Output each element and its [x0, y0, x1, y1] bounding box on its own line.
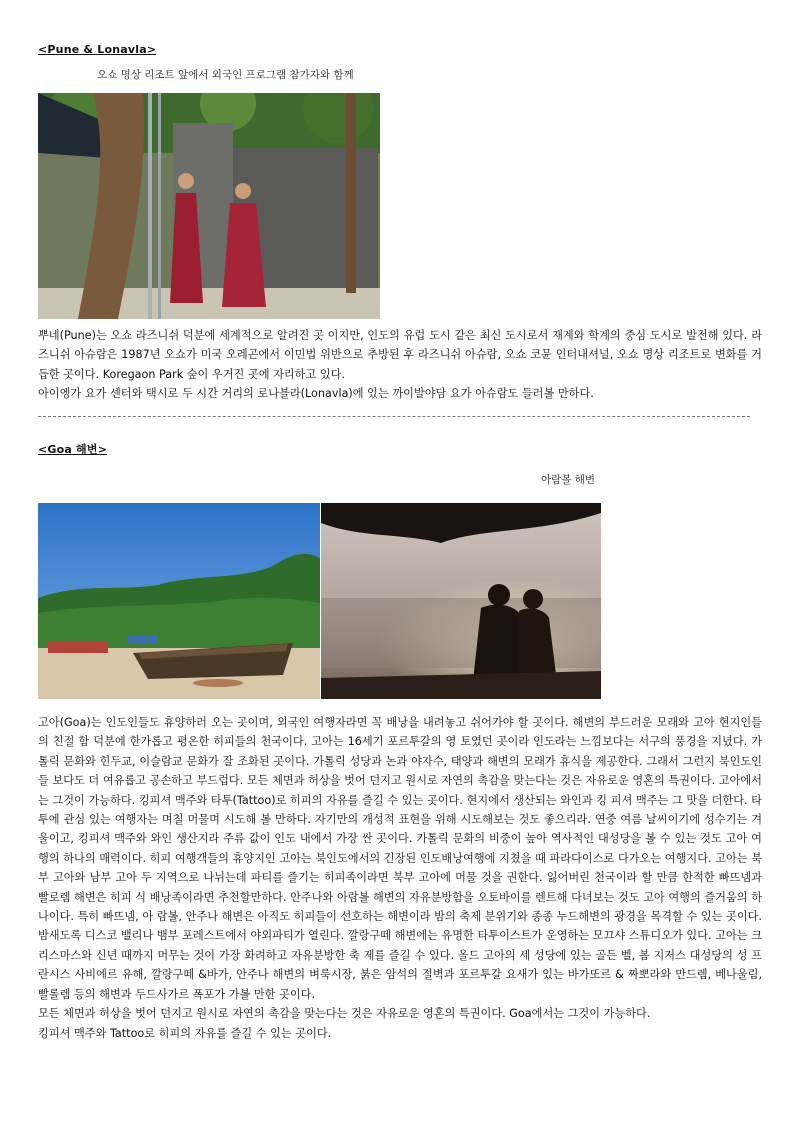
photo-caption-goa: 아람볼 해변 — [541, 474, 596, 486]
photo-caption-pune: 오쇼 명상 리조트 앞에서 외국인 프로그램 참가자와 함께 — [97, 69, 354, 81]
pune-paragraph — [38, 326, 762, 404]
goa-summary-line: 모든 체면과 허상을 벗어 던지고 원시로 자연의 촉감을 맞는다는 것은 자유로운 영혼의 특권이다. Goa에서는 그것이 가능하다. — [38, 1007, 651, 1021]
section-heading-goa: <Goa 해변> — [38, 443, 108, 456]
pune-paragraph-text: 뿌네(Pune)는 오쇼 라즈니쉬 덕분에 세계적으로 알려진 곳 이지만, 인도의 유럽 도시 같은 최신 도시로서 재계와 학계의 중심 도시로 발전해 있다. 라즈니쉬 아슈람은 1987년 오쇼가 미국 오레곤에서 이민법 위반으로 추방된 후 라즈니쉬 아슈람, 오쇼 코뮨 인터내셔널, 오쇼 명상 리조트로 변화를 거듭한 곳이다. Koregaon Park 숲이 우거진 곳에 자리하고 있다. — [38, 329, 762, 381]
photo-sunset-couple — [321, 503, 601, 699]
photo-beach-with-boat — [38, 503, 320, 699]
section-heading-pune: <Pune & Lonavla> — [38, 43, 157, 56]
goa-tattoo-line: 킹피셔 맥주와 Tattoo로 히피의 자유를 즐길 수 있는 곳이다. — [38, 1026, 332, 1040]
lonavla-paragraph-text: 아이엥가 요가 센터와 택시로 두 시간 거리의 로나블라(Lonavla)에 있는 까이발야담 요가 아슈람도 들러볼 만하다. — [38, 387, 594, 401]
section-divider — [38, 416, 750, 417]
photo-two-women-in-red-robes — [38, 93, 380, 319]
goa-paragraph — [38, 713, 762, 1043]
goa-paragraph-text: 고아(Goa)는 인도인들도 휴양하러 오는 곳이며, 외국인 여행자라면 꼭 배낭을 내려놓고 쉬어가야 할 곳이다. 해변의 부드러운 모래와 고아 현지인들의 친절 함 덕분에 한가롭고 평온한 히피들의 천국이다. 고아는 16세기 포르투갈의 영 토였던 곳이라 인도라는 느낌보다는 서구의 풍경을 지녔다. 가톨릭 문화와 힌두교, 이슬람교 문화가 잘 조화된 곳이다. 가톨릭 성당과 논과 야자수, 태양과 해변의 모래가 휴식을 제공한다. 그래서 그런지 북인도인들 보다도 더 여유롭고 공손하고 부드럽다. 모든 체면과 허상을 벗어 던지고 원시로 자연의 촉감을 맞는다는 것은 자유로운 영혼의 특권이다. 고아에서는 그것이 가능하다. 킹피셔 맥주와 타투(Tattoo)로 히피의 자유를 즐길 수 있는 곳이다. 현지에서 생산되는 와인과 킹 피셔 맥주는 그 맛을 더한다. 타투에 관심 있는 여행자는 며칠 머물며 시도해 볼 만하다. 자기만의 개성적 표현을 위해 시도해보는 것도 좋으리라. 연중 여름 날씨이기에 성수기는 겨울이고, 킹피셔 맥주와 와인 생산지라 주류 값이 인도 내에서 가장 싼 곳이다. 카톨릭 문화의 비중이 높아 역사적인 대성당을 볼 수 있는 것도 고아 여행의 하나의 매력이다. 히피 여행객들의 휴양지인 고아는 북인도에서의 긴장된 인도배낭여행에 지쳤을 때 파라다이스로 다가오는 여행지다. 고아는 북부 고아와 남부 고아 두 지역으로 나뉘는데 파티를 즐기는 히피족이라면 북부 고아에 머물 것을 권한다. 잃어버린 천국이라 할 만큼 한적한 빠뜨넴과 빨로렘 해변은 히피 식 배낭족이라면 추천할만하다. 안주나와 아람볼 해변의 자유분방함을 오토바이를 렌트해 다녀보는 것도 고아 여행의 즐거움의 하나이다. 특히 빠뜨넴, 아 람볼, 안주나 해변은 아직도 히피들이 선호하는 해변이라 밤의 축제 분위기와 종종 누드해변의 광경을 목격할 수 있는 곳이다. 밤새도록 디스코 밸리나 뱀부 포레스트에서 야외파티가 열린다. 깔랑구떼 해변에는 유명한 타투이스트가 운영하는 모끄샤 스튜디오가 있다. 고아는 크리스마스와 신년 때까지 머무는 것이 가장 화려하고 자유분방한 축 제를 즐길 수 있다. 올드 고아의 세 성당에 있는 골든 벨, 봄 지저스 대성당의 성 프란시스 사비에르 유해, 깔랑구떼 &바가, 안주나 해변의 벼룩시장, 붉은 암석의 절벽과 포르투갈 요새가 있는 바가또르 & 짜뽀라와 만드렘, 베나울림, 빨롤렘 등의 해변과 두드사가르 폭포가 가볼 만한 곳이다. — [38, 716, 762, 1001]
